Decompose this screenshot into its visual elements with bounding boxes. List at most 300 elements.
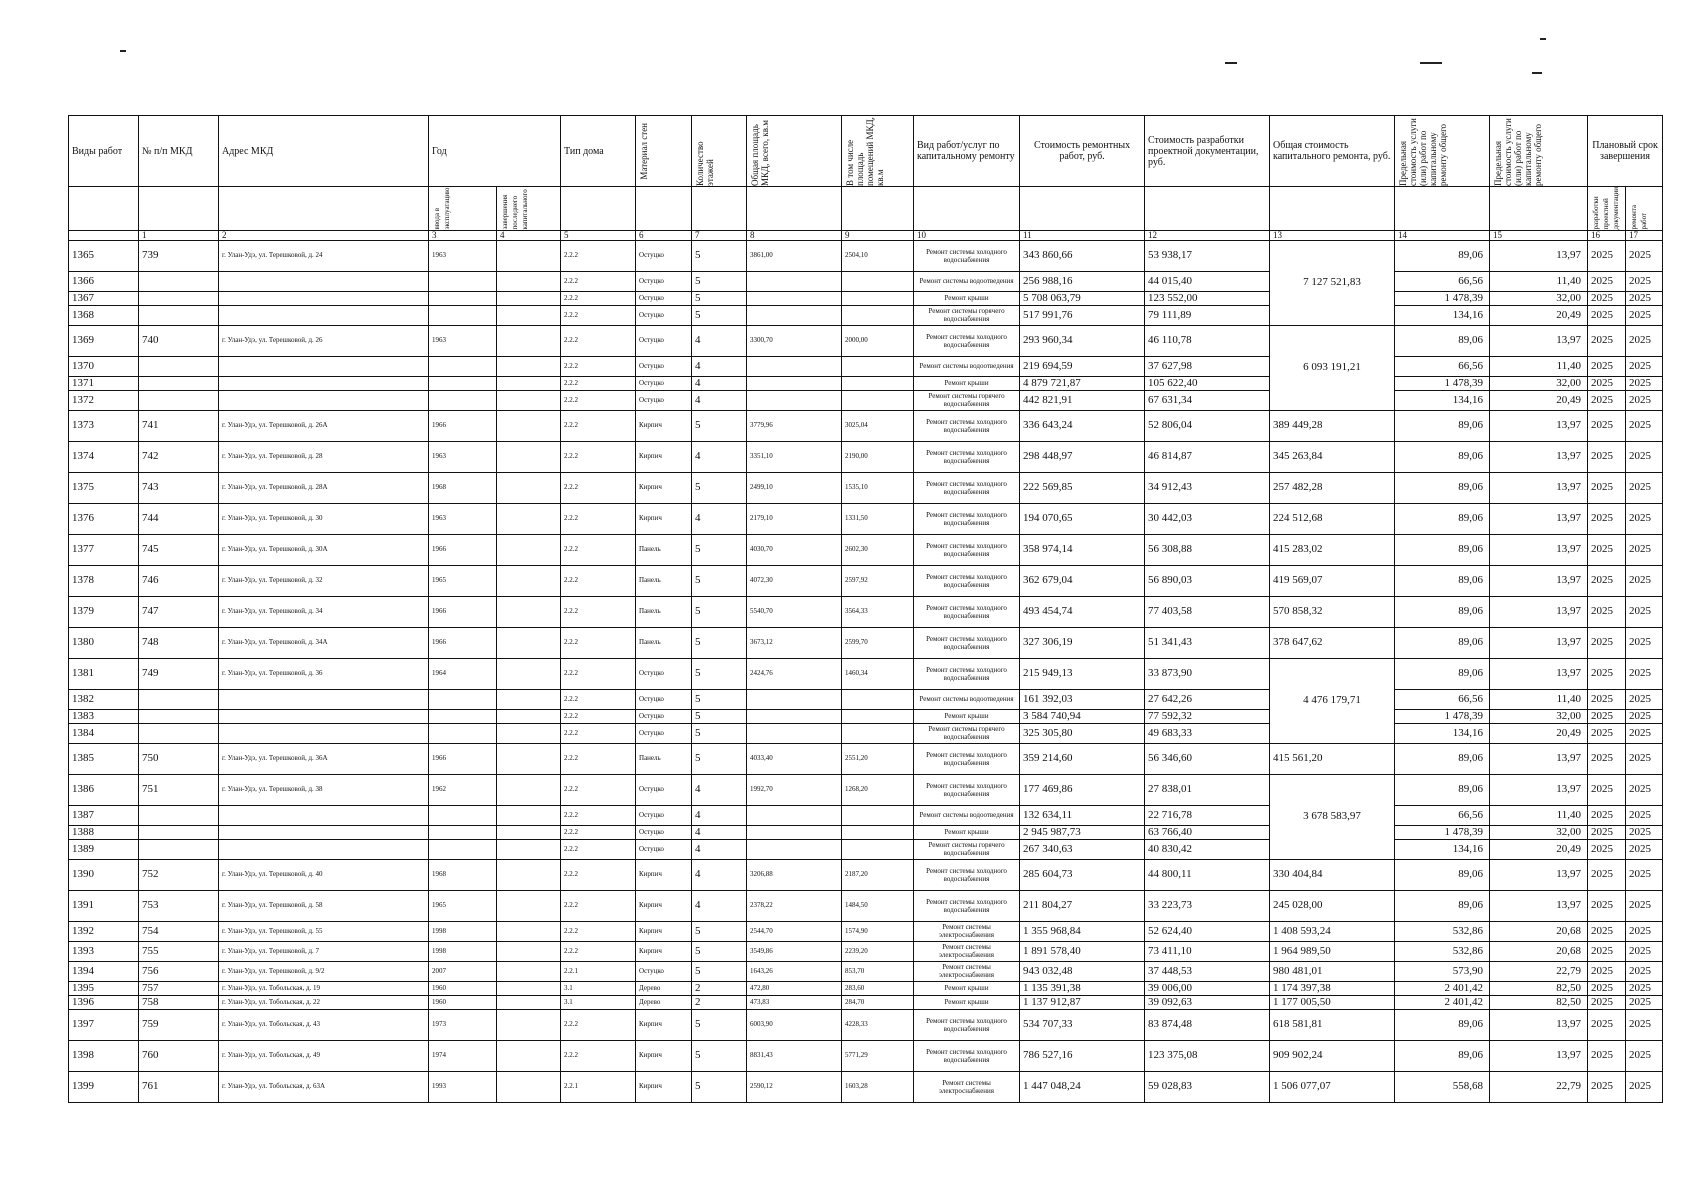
work-type-cell: Ремонт системы электроснабжения: [914, 961, 1020, 981]
wall-material-cell: Остуцко: [636, 723, 692, 743]
year-built-cell: [429, 271, 497, 291]
total-cost-cell: 570 858,32: [1270, 596, 1395, 627]
living-area-cell: [842, 825, 914, 839]
living-area-cell: 2239,20: [842, 941, 914, 961]
wall-material-cell: Кирпич: [636, 890, 692, 921]
limit-work-cell: 89,06: [1395, 565, 1490, 596]
total-cost-cell: 618 581,81: [1270, 1009, 1395, 1040]
row-id-cell: 1368: [69, 305, 139, 325]
house-type-cell: 3.1: [561, 995, 636, 1009]
design-cost-cell: 53 938,17: [1145, 240, 1270, 271]
address-cell: г. Улан-Удэ, ул. Терешковой, д. 28А: [219, 472, 429, 503]
work-type-cell: Ремонт системы холодного водоснабжения: [914, 240, 1020, 271]
floors-cell: 5: [692, 291, 747, 305]
repair-cost-cell: 325 305,80: [1020, 723, 1145, 743]
deadline-repair-cell: 2025: [1626, 291, 1663, 305]
total-area-cell: [747, 390, 842, 410]
mkd-number-cell: 747: [139, 596, 219, 627]
limit-service-cell: 11,40: [1490, 356, 1588, 376]
wall-material-cell: Кирпич: [636, 472, 692, 503]
deadline-design-cell: 2025: [1588, 723, 1626, 743]
floors-cell: 5: [692, 1071, 747, 1102]
work-type-cell: Ремонт системы электроснабжения: [914, 941, 1020, 961]
row-id-cell: 1365: [69, 240, 139, 271]
header-cell: [429, 187, 497, 231]
design-cost-cell: 59 028,83: [1145, 1071, 1270, 1102]
design-cost-cell: 33 223,73: [1145, 890, 1270, 921]
table-row: [69, 839, 1663, 859]
row-id-cell: 1367: [69, 291, 139, 305]
table-row: [69, 356, 1663, 376]
limit-service-cell: 32,00: [1490, 376, 1588, 390]
header-cell: [1490, 116, 1588, 187]
deadline-design-cell: 2025: [1588, 534, 1626, 565]
limit-service-cell: 32,00: [1490, 709, 1588, 723]
wall-material-cell: Остуцко: [636, 376, 692, 390]
work-type-cell: Ремонт крыши: [914, 825, 1020, 839]
house-type-cell: 2.2.2: [561, 305, 636, 325]
limit-service-cell: 13,97: [1490, 472, 1588, 503]
total-cost-cell: 7 127 521,83: [1270, 240, 1395, 325]
deadline-design-cell: 2025: [1588, 1009, 1626, 1040]
floors-cell: 5: [692, 743, 747, 774]
scan-mark: [1225, 62, 1237, 64]
house-type-cell: 2.2.2: [561, 565, 636, 596]
limit-work-cell: 89,06: [1395, 472, 1490, 503]
mkd-number-cell: 759: [139, 1009, 219, 1040]
design-cost-cell: 27 838,01: [1145, 774, 1270, 805]
house-type-cell: 2.2.2: [561, 356, 636, 376]
year-repair-cell: [497, 325, 561, 356]
row-id-cell: 1393: [69, 941, 139, 961]
work-type-cell: Ремонт системы холодного водоснабжения: [914, 743, 1020, 774]
wall-material-cell: Остуцко: [636, 805, 692, 825]
deadline-design-cell: 2025: [1588, 410, 1626, 441]
address-cell: [219, 839, 429, 859]
mkd-number-cell: 757: [139, 981, 219, 995]
deadline-repair-cell: 2025: [1626, 441, 1663, 472]
table-row: [69, 472, 1663, 503]
repair-cost-cell: 132 634,11: [1020, 805, 1145, 825]
floors-cell: 5: [692, 271, 747, 291]
header-text: завершения последнего капитального: [501, 189, 529, 230]
table-row: [69, 565, 1663, 596]
house-type-cell: 2.2.1: [561, 1071, 636, 1102]
work-type-cell: Ремонт системы горячего водоснабжения: [914, 723, 1020, 743]
header-cell: [636, 187, 692, 231]
limit-service-cell: 13,97: [1490, 503, 1588, 534]
repair-cost-cell: 194 070,65: [1020, 503, 1145, 534]
repair-cost-cell: 222 569,85: [1020, 472, 1145, 503]
repair-cost-cell: 517 991,76: [1020, 305, 1145, 325]
year-repair-cell: [497, 441, 561, 472]
table-row: [69, 441, 1663, 472]
work-type-cell: Ремонт системы водоотведения: [914, 356, 1020, 376]
header-text: Материал стен: [639, 122, 650, 180]
design-cost-cell: 40 830,42: [1145, 839, 1270, 859]
design-cost-cell: 37 448,53: [1145, 961, 1270, 981]
design-cost-cell: 52 806,04: [1145, 410, 1270, 441]
house-type-cell: 2.2.2: [561, 709, 636, 723]
repair-cost-cell: 493 454,74: [1020, 596, 1145, 627]
year-repair-cell: [497, 839, 561, 859]
living-area-cell: [842, 291, 914, 305]
design-cost-cell: 105 622,40: [1145, 376, 1270, 390]
row-id-cell: 1395: [69, 981, 139, 995]
column-number: 12: [1145, 230, 1270, 240]
deadline-repair-cell: 2025: [1626, 356, 1663, 376]
work-type-cell: Ремонт системы холодного водоснабжения: [914, 503, 1020, 534]
deadline-design-cell: 2025: [1588, 839, 1626, 859]
mkd-number-cell: [139, 805, 219, 825]
header-cell: [1270, 187, 1395, 231]
total-area-cell: 2378,22: [747, 890, 842, 921]
row-id-cell: 1374: [69, 441, 139, 472]
limit-service-cell: 13,97: [1490, 774, 1588, 805]
limit-service-cell: 11,40: [1490, 689, 1588, 709]
total-area-cell: [747, 825, 842, 839]
house-type-cell: 2.2.2: [561, 805, 636, 825]
floors-cell: 5: [692, 627, 747, 658]
limit-work-cell: 1 478,39: [1395, 376, 1490, 390]
table-row: [69, 410, 1663, 441]
work-type-cell: Ремонт системы холодного водоснабжения: [914, 1009, 1020, 1040]
table-row: [69, 774, 1663, 805]
deadline-design-cell: 2025: [1588, 441, 1626, 472]
total-area-cell: [747, 291, 842, 305]
deadline-repair-cell: 2025: [1626, 825, 1663, 839]
limit-work-cell: 89,06: [1395, 890, 1490, 921]
address-cell: [219, 805, 429, 825]
table-row: [69, 390, 1663, 410]
table-row: [69, 1071, 1663, 1102]
total-area-cell: 2424,76: [747, 658, 842, 689]
limit-service-cell: 13,97: [1490, 743, 1588, 774]
limit-work-cell: 134,16: [1395, 839, 1490, 859]
mkd-number-cell: 755: [139, 941, 219, 961]
floors-cell: 4: [692, 774, 747, 805]
floors-cell: 5: [692, 596, 747, 627]
floors-cell: 5: [692, 534, 747, 565]
deadline-design-cell: 2025: [1588, 356, 1626, 376]
repair-cost-cell: 1 355 968,84: [1020, 921, 1145, 941]
living-area-cell: [842, 709, 914, 723]
house-type-cell: 2.2.2: [561, 1009, 636, 1040]
total-area-cell: [747, 305, 842, 325]
header-cell: [561, 187, 636, 231]
mkd-number-cell: [139, 291, 219, 305]
year-repair-cell: [497, 534, 561, 565]
floors-cell: 5: [692, 1040, 747, 1071]
design-cost-cell: 37 627,98: [1145, 356, 1270, 376]
row-id-cell: 1382: [69, 689, 139, 709]
deadline-design-cell: 2025: [1588, 240, 1626, 271]
column-number: 14: [1395, 230, 1490, 240]
header-cell: [497, 187, 561, 231]
work-type-cell: Ремонт системы холодного водоснабжения: [914, 534, 1020, 565]
year-built-cell: 1966: [429, 410, 497, 441]
work-type-cell: Ремонт системы горячего водоснабжения: [914, 390, 1020, 410]
row-id-cell: 1396: [69, 995, 139, 1009]
year-built-cell: [429, 825, 497, 839]
repair-cost-cell: 442 821,91: [1020, 390, 1145, 410]
house-type-cell: 2.2.2: [561, 390, 636, 410]
address-cell: г. Улан-Удэ, ул. Тобольская, д. 49: [219, 1040, 429, 1071]
wall-material-cell: Дерево: [636, 981, 692, 995]
deadline-design-cell: 2025: [1588, 596, 1626, 627]
year-built-cell: 1962: [429, 774, 497, 805]
year-repair-cell: [497, 805, 561, 825]
design-cost-cell: 56 308,88: [1145, 534, 1270, 565]
deadline-repair-cell: 2025: [1626, 941, 1663, 961]
work-type-cell: Ремонт системы холодного водоснабжения: [914, 627, 1020, 658]
living-area-cell: 4228,33: [842, 1009, 914, 1040]
wall-material-cell: Панель: [636, 596, 692, 627]
table-row: [69, 1009, 1663, 1040]
design-cost-cell: 73 411,10: [1145, 941, 1270, 961]
year-repair-cell: [497, 961, 561, 981]
floors-cell: 5: [692, 723, 747, 743]
deadline-design-cell: 2025: [1588, 941, 1626, 961]
table-row: [69, 890, 1663, 921]
floors-cell: 2: [692, 995, 747, 1009]
design-cost-cell: 77 403,58: [1145, 596, 1270, 627]
total-cost-cell: 1 174 397,38: [1270, 981, 1395, 995]
header-cell: Стоимость разработки проектной документации, руб.: [1145, 116, 1270, 187]
floors-cell: 5: [692, 472, 747, 503]
deadline-repair-cell: 2025: [1626, 921, 1663, 941]
work-type-cell: Ремонт системы электроснабжения: [914, 1071, 1020, 1102]
limit-work-cell: 66,56: [1395, 271, 1490, 291]
year-built-cell: 1968: [429, 859, 497, 890]
design-cost-cell: 83 874,48: [1145, 1009, 1270, 1040]
header-cell: [692, 187, 747, 231]
design-cost-cell: 52 624,40: [1145, 921, 1270, 941]
work-type-cell: Ремонт системы холодного водоснабжения: [914, 410, 1020, 441]
limit-work-cell: 2 401,42: [1395, 981, 1490, 995]
total-area-cell: [747, 271, 842, 291]
row-id-cell: 1376: [69, 503, 139, 534]
repair-cost-cell: 211 804,27: [1020, 890, 1145, 921]
house-type-cell: 2.2.2: [561, 658, 636, 689]
repair-cost-cell: 359 214,60: [1020, 743, 1145, 774]
limit-service-cell: 20,49: [1490, 723, 1588, 743]
deadline-repair-cell: 2025: [1626, 890, 1663, 921]
address-cell: г. Улан-Удэ, ул. Терешковой, д. 55: [219, 921, 429, 941]
table-row: [69, 995, 1663, 1009]
total-area-cell: [747, 709, 842, 723]
house-type-cell: 2.2.2: [561, 291, 636, 305]
deadline-repair-cell: 2025: [1626, 805, 1663, 825]
column-number: 9: [842, 230, 914, 240]
repair-cost-cell: 4 879 721,87: [1020, 376, 1145, 390]
address-cell: г. Улан-Удэ, ул. Терешковой, д. 7: [219, 941, 429, 961]
living-area-cell: 2597,92: [842, 565, 914, 596]
row-id-cell: 1370: [69, 356, 139, 376]
repair-cost-cell: 5 708 063,79: [1020, 291, 1145, 305]
total-cost-cell: 257 482,28: [1270, 472, 1395, 503]
column-number: 6: [636, 230, 692, 240]
wall-material-cell: Остуцко: [636, 271, 692, 291]
year-built-cell: 1963: [429, 503, 497, 534]
header-cell: [1588, 187, 1626, 231]
wall-material-cell: Остуцко: [636, 305, 692, 325]
year-repair-cell: [497, 1071, 561, 1102]
header-cell: [219, 187, 429, 231]
column-number: [69, 230, 139, 240]
house-type-cell: 2.2.2: [561, 1040, 636, 1071]
total-area-cell: 3351,10: [747, 441, 842, 472]
deadline-repair-cell: 2025: [1626, 305, 1663, 325]
address-cell: г. Улан-Удэ, ул. Терешковой, д. 9/2: [219, 961, 429, 981]
wall-material-cell: Остуцко: [636, 390, 692, 410]
repair-cost-cell: 358 974,14: [1020, 534, 1145, 565]
limit-service-cell: 82,50: [1490, 995, 1588, 1009]
wall-material-cell: Остуцко: [636, 839, 692, 859]
limit-work-cell: 89,06: [1395, 658, 1490, 689]
living-area-cell: [842, 723, 914, 743]
scan-mark: [1540, 38, 1546, 40]
header-cell: [636, 116, 692, 187]
deadline-design-cell: 2025: [1588, 658, 1626, 689]
row-id-cell: 1385: [69, 743, 139, 774]
wall-material-cell: Кирпич: [636, 941, 692, 961]
living-area-cell: 2551,20: [842, 743, 914, 774]
floors-cell: 4: [692, 859, 747, 890]
house-type-cell: 2.2.2: [561, 627, 636, 658]
limit-work-cell: 2 401,42: [1395, 995, 1490, 1009]
work-type-cell: Ремонт системы горячего водоснабжения: [914, 305, 1020, 325]
living-area-cell: 1574,90: [842, 921, 914, 941]
limit-service-cell: 20,49: [1490, 390, 1588, 410]
column-number: 8: [747, 230, 842, 240]
header-cell: № п/п МКД: [139, 116, 219, 187]
floors-cell: 5: [692, 410, 747, 441]
total-area-cell: 6003,90: [747, 1009, 842, 1040]
work-type-cell: Ремонт крыши: [914, 709, 1020, 723]
house-type-cell: 2.2.2: [561, 271, 636, 291]
deadline-repair-cell: 2025: [1626, 743, 1663, 774]
repair-cost-cell: 2 945 987,73: [1020, 825, 1145, 839]
living-area-cell: 1484,50: [842, 890, 914, 921]
mkd-number-cell: 745: [139, 534, 219, 565]
address-cell: г. Улан-Удэ, ул. Терешковой, д. 26: [219, 325, 429, 356]
year-built-cell: 1966: [429, 534, 497, 565]
deadline-design-cell: 2025: [1588, 305, 1626, 325]
house-type-cell: 2.2.2: [561, 376, 636, 390]
limit-service-cell: 13,97: [1490, 1040, 1588, 1071]
design-cost-cell: 51 341,43: [1145, 627, 1270, 658]
header-text: Общая площадь МКД, всего, кв.м: [750, 120, 771, 186]
address-cell: [219, 376, 429, 390]
repair-cost-cell: 943 032,48: [1020, 961, 1145, 981]
living-area-cell: 853,70: [842, 961, 914, 981]
deadline-design-cell: 2025: [1588, 859, 1626, 890]
year-repair-cell: [497, 709, 561, 723]
work-type-cell: Ремонт системы холодного водоснабжения: [914, 596, 1020, 627]
year-built-cell: 1993: [429, 1071, 497, 1102]
total-cost-cell: 345 263,84: [1270, 441, 1395, 472]
address-cell: г. Улан-Удэ, ул. Терешковой, д. 32: [219, 565, 429, 596]
header-cell: Тип дома: [561, 116, 636, 187]
row-id-cell: 1372: [69, 390, 139, 410]
header-cell: [747, 187, 842, 231]
design-cost-cell: 27 642,26: [1145, 689, 1270, 709]
year-repair-cell: [497, 1040, 561, 1071]
deadline-design-cell: 2025: [1588, 325, 1626, 356]
total-cost-cell: 1 408 593,24: [1270, 921, 1395, 941]
table-body: [69, 240, 1663, 1102]
limit-service-cell: 20,68: [1490, 941, 1588, 961]
wall-material-cell: Кирпич: [636, 1040, 692, 1071]
year-built-cell: 1974: [429, 1040, 497, 1071]
living-area-cell: 2504,10: [842, 240, 914, 271]
row-id-cell: 1391: [69, 890, 139, 921]
year-built-cell: [429, 291, 497, 305]
table-row: [69, 1040, 1663, 1071]
deadline-repair-cell: 2025: [1626, 472, 1663, 503]
deadline-repair-cell: 2025: [1626, 658, 1663, 689]
row-id-cell: 1394: [69, 961, 139, 981]
column-number: 13: [1270, 230, 1395, 240]
floors-cell: 5: [692, 961, 747, 981]
wall-material-cell: Панель: [636, 743, 692, 774]
table-row: [69, 689, 1663, 709]
limit-work-cell: 1 478,39: [1395, 825, 1490, 839]
year-repair-cell: [497, 921, 561, 941]
work-type-cell: Ремонт крыши: [914, 376, 1020, 390]
deadline-design-cell: 2025: [1588, 961, 1626, 981]
house-type-cell: 2.2.2: [561, 774, 636, 805]
limit-work-cell: 89,06: [1395, 240, 1490, 271]
limit-service-cell: 13,97: [1490, 410, 1588, 441]
wall-material-cell: Панель: [636, 534, 692, 565]
header-cell: [1020, 187, 1145, 231]
limit-service-cell: 32,00: [1490, 291, 1588, 305]
year-built-cell: 1963: [429, 240, 497, 271]
total-cost-cell: 330 404,84: [1270, 859, 1395, 890]
repair-cost-cell: 534 707,33: [1020, 1009, 1145, 1040]
year-built-cell: [429, 805, 497, 825]
limit-work-cell: 89,06: [1395, 325, 1490, 356]
living-area-cell: 1331,50: [842, 503, 914, 534]
row-id-cell: 1389: [69, 839, 139, 859]
repair-cost-cell: 298 448,97: [1020, 441, 1145, 472]
row-id-cell: 1366: [69, 271, 139, 291]
header-cell: [1145, 187, 1270, 231]
house-type-cell: 2.2.2: [561, 410, 636, 441]
total-cost-cell: 6 093 191,21: [1270, 325, 1395, 410]
repair-cost-cell: 267 340,63: [1020, 839, 1145, 859]
header-cell: Стоимость ремонтных работ, руб.: [1020, 116, 1145, 187]
year-repair-cell: [497, 743, 561, 774]
mkd-number-cell: 756: [139, 961, 219, 981]
mkd-number-cell: 742: [139, 441, 219, 472]
limit-work-cell: 1 478,39: [1395, 709, 1490, 723]
limit-work-cell: 89,06: [1395, 1040, 1490, 1071]
total-area-cell: 3779,96: [747, 410, 842, 441]
deadline-design-cell: 2025: [1588, 503, 1626, 534]
mkd-number-cell: 753: [139, 890, 219, 921]
table-row: [69, 743, 1663, 774]
house-type-cell: 2.2.2: [561, 890, 636, 921]
design-cost-cell: 46 110,78: [1145, 325, 1270, 356]
living-area-cell: [842, 376, 914, 390]
header-cell: [692, 116, 747, 187]
header-text: разработки проектной документации: [1592, 187, 1621, 230]
table-row: [69, 596, 1663, 627]
wall-material-cell: Остуцко: [636, 658, 692, 689]
